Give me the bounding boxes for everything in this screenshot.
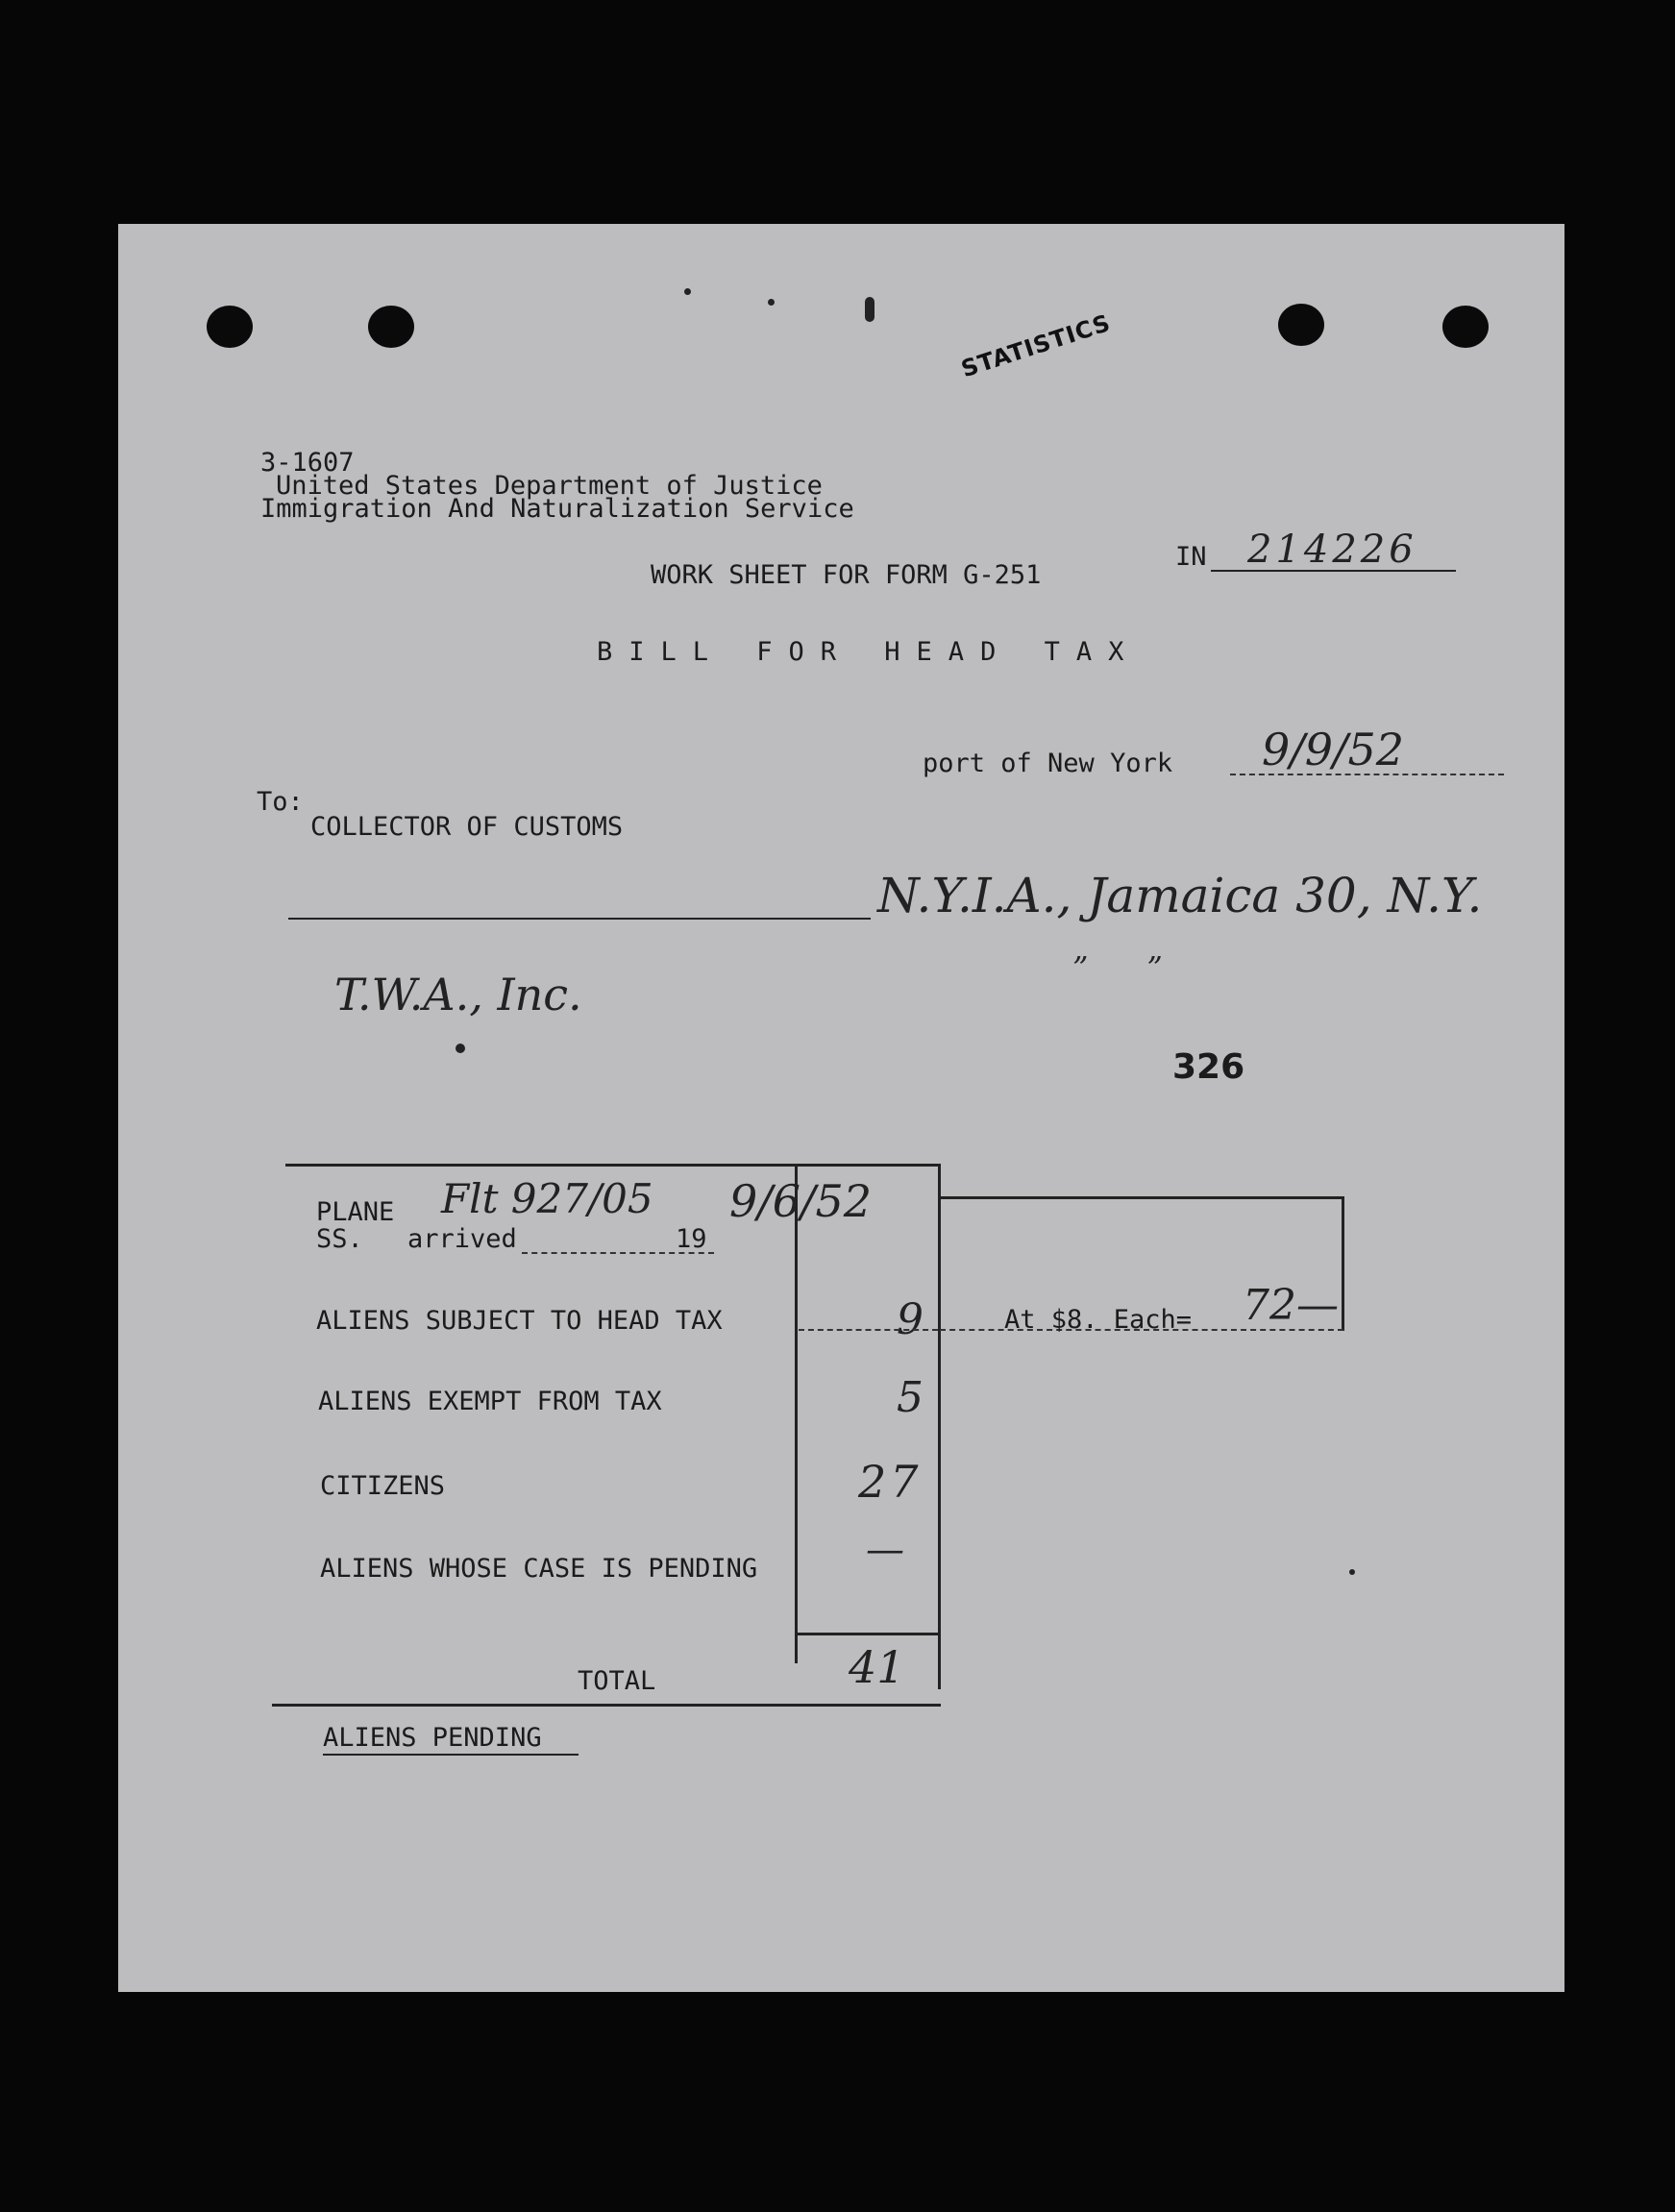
collector-label: COLLECTOR OF CUSTOMS: [310, 812, 624, 842]
row-value-exempt: 5: [897, 1373, 924, 1422]
rate-box-right: [1342, 1196, 1344, 1331]
total-value: 41: [849, 1641, 905, 1693]
to-label: To:: [257, 787, 304, 817]
ditto-marks: ” ”: [1072, 949, 1163, 986]
ink-speck: [865, 297, 874, 322]
document-page: [118, 224, 1564, 1992]
in-number: 214226: [1247, 528, 1417, 572]
address-line: [288, 918, 871, 920]
bill-title: BILL FOR HEAD TAX: [597, 637, 1141, 667]
statistics-stamp: STATISTICS: [957, 308, 1115, 383]
row-label-pending: ALIENS WHOSE CASE IS PENDING: [320, 1554, 758, 1584]
row-label-exempt: ALIENS EXEMPT FROM TAX: [318, 1387, 662, 1416]
row-label-citizens: CITIZENS: [320, 1471, 446, 1501]
form-number: 3-1607: [260, 448, 355, 478]
port-date-line: [1230, 774, 1504, 775]
row-value-subject: 9: [897, 1295, 924, 1344]
punch-hole: [1442, 306, 1489, 348]
row-value-pending: —: [866, 1528, 904, 1572]
worksheet-title: WORK SHEET FOR FORM G-251: [651, 560, 1042, 590]
port-label: port of New York: [923, 749, 1173, 778]
agency-line-2: Immigration And Naturalization Service: [260, 494, 854, 524]
table-right-border: [938, 1164, 941, 1689]
ink-speck: [768, 299, 775, 306]
table-column-divider: [795, 1164, 798, 1663]
arrived-label: arrived: [407, 1224, 517, 1254]
total-divider: [795, 1633, 941, 1635]
rate-amount: 72—: [1243, 1281, 1339, 1330]
arrival-date: 9/6/52: [729, 1175, 873, 1227]
location-handwritten: N.Y.I.A., Jamaica 30, N.Y.: [877, 868, 1483, 923]
in-label: IN: [1175, 542, 1207, 572]
punch-hole: [368, 306, 414, 348]
punch-hole: [1278, 304, 1324, 346]
ink-speck: [684, 288, 691, 295]
ink-speck: [1349, 1569, 1355, 1575]
aliens-pending-underline: [323, 1754, 579, 1756]
agency-line-1: United States Department of Justice: [276, 471, 823, 501]
carrier-handwritten: T.W.A., Inc.: [334, 969, 582, 1020]
row-label-subject: ALIENS SUBJECT TO HEAD TAX: [316, 1306, 723, 1336]
aliens-pending-label: ALIENS PENDING: [323, 1723, 542, 1753]
rate-label: At $8. Each=: [1004, 1305, 1193, 1335]
year-prefix: 19: [676, 1224, 707, 1254]
ss-label: SS.: [316, 1224, 363, 1254]
in-number-underline: [1211, 570, 1456, 572]
rate-box-top: [940, 1196, 1343, 1199]
table-top-border: [285, 1164, 940, 1167]
row-leader-subject: [799, 1329, 938, 1331]
table-bottom-border: [272, 1704, 941, 1707]
punch-hole: [207, 306, 253, 348]
plane-label: PLANE: [316, 1197, 395, 1227]
total-label: TOTAL: [578, 1666, 656, 1696]
port-date: 9/9/52: [1262, 724, 1405, 775]
stamp-number: 326: [1172, 1047, 1245, 1087]
ink-speck: [456, 1044, 465, 1053]
plane-handwritten: Flt 927/05: [441, 1175, 653, 1222]
row-value-citizens: 27: [858, 1456, 923, 1508]
